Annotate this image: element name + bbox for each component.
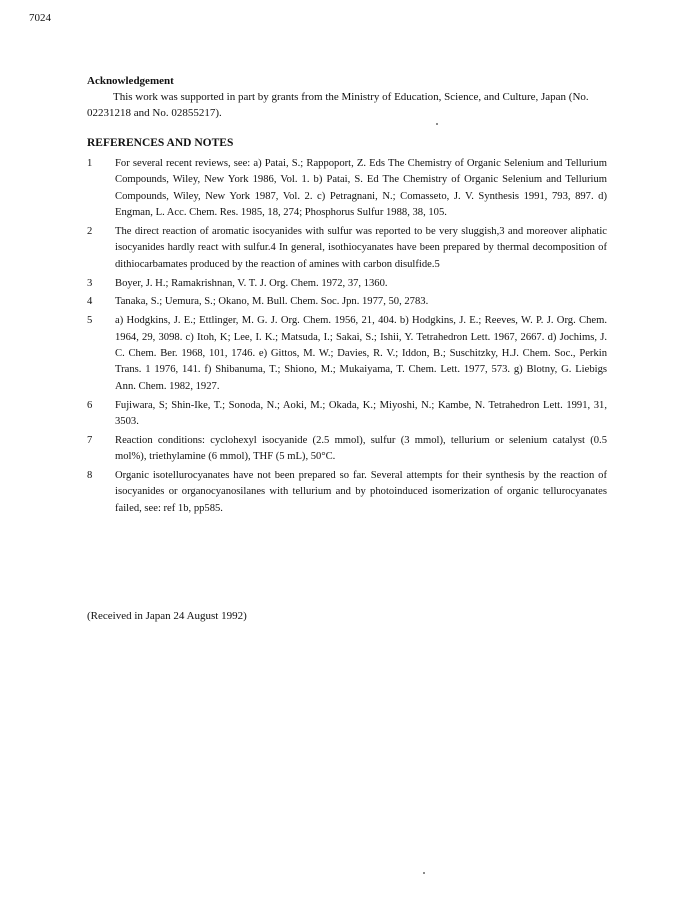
- reference-item: [87, 433, 607, 466]
- reference-number: 4: [87, 296, 93, 308]
- acknowledgement-body: This work was supported in part by grants from the Ministry of Education, Science, and Culture, Japan (No. 02231218 and No. 02855217).: [87, 91, 589, 119]
- reference-item: [87, 294, 607, 310]
- reference-text: a) Hodgkins, J. E.; Ettlinger, M. G. J. Org. Chem. 1956, 21, 404. b) Hodgkins, J. E.; Reeves, W. P. J. Org. Chem. 1964, 29, 3098. c) Itoh, K; Lee, I. K.; Matsuda, I.; Sakai, S.; Ishii, Y. Tetrahedron Lett. 1967, 2667. d) Jochims, J. C. Chem. Ber. 1968, 101, 1746. e) Gittos, M. W.; Davies, R. V.; Iddon, B.; Suschitzky, H.J. Chem. Soc., Perkin Trans. 1 1976, 141. f) Shibanuma, T.; Shiono, M.; Mukaiyama, T. Chem. Lett. 1977, 573. g) Blotny, G. Liebigs Ann. Chem. 1982, 1927.: [115, 315, 607, 392]
- reference-text: The direct reaction of aromatic isocyanides with sulfur was reported to be very sluggish,3 and moreover aliphatic isocyanides hardly react with sulfur.4 In general, isothiocyanates have been prepared by thermal decomposition of dithiocarbamates produced by the reaction of amines with carbon disulfide.5: [115, 226, 607, 270]
- received-date: (Received in Japan 24 August 1992): [87, 610, 247, 622]
- reference-item: [87, 313, 607, 395]
- page-number: 7024: [29, 12, 51, 24]
- reference-text: Reaction conditions: cyclohexyl isocyanide (2.5 mmol), sulfur (3 mmol), tellurium or selenium catalyst (0.5 mol%), triethylamine (6 mmol), THF (5 mL), 50°C.: [115, 434, 607, 463]
- reference-text: Boyer, J. H.; Ramakrishnan, V. T. J. Org. Chem. 1972, 37, 1360.: [115, 277, 388, 289]
- reference-number: 7: [87, 434, 93, 446]
- reference-item: [87, 224, 607, 273]
- reference-item: [87, 398, 607, 431]
- reference-number: 1: [87, 158, 93, 169]
- acknowledgement-heading: Acknowledgement: [87, 75, 174, 87]
- reference-list: [87, 156, 607, 520]
- reference-number: 2: [87, 226, 93, 238]
- reference-number: 6: [87, 399, 93, 411]
- reference-number: 3: [87, 277, 93, 289]
- references-heading: REFERENCES AND NOTES: [87, 137, 234, 149]
- reference-text: Organic isotellurocyanates have not been prepared so far. Several attempts for their synthesis by the reaction of isocyanides or organocyanosilanes with tellurium and by photoinduced isomerization of organic tellurocyanates failed, see: ref 1b, pp585.: [115, 470, 607, 514]
- scan-speck: [423, 872, 425, 874]
- reference-text: Fujiwara, S; Shin-Ike, T.; Sonoda, N.; Aoki, M.; Okada, K.; Miyoshi, N.; Kambe, N. Tetrahedron Lett. 1991, 31, 3503.: [115, 399, 607, 428]
- reference-item: [87, 276, 607, 292]
- reference-number: 8: [87, 470, 93, 482]
- reference-text: Tanaka, S.; Uemura, S.; Okano, M. Bull. Chem. Soc. Jpn. 1977, 50, 2783.: [115, 296, 429, 308]
- reference-text: For several recent reviews, see: a) Patai, S.; Rappoport, Z. Eds The Chemistry of Organic Selenium and Tellurium Compounds, Wiley, New York 1986, Vol. 1. b) Patai, S. Ed The Chemistry of Organic Selenium and Tellurium Compounds, Wiley, New York 1987, Vol. 2. c) Petragnani, N.; Comasseto, J. V. Synthesis 1991, 793, 897. d) Engman, L. Acc. Chem. Res. 1985, 18, 274; Phosphorus Sulfur 1988, 38, 105.: [115, 158, 607, 219]
- reference-number: 5: [87, 315, 93, 327]
- reference-item: [87, 156, 607, 222]
- reference-item: [87, 468, 607, 517]
- scan-speck: [436, 123, 438, 125]
